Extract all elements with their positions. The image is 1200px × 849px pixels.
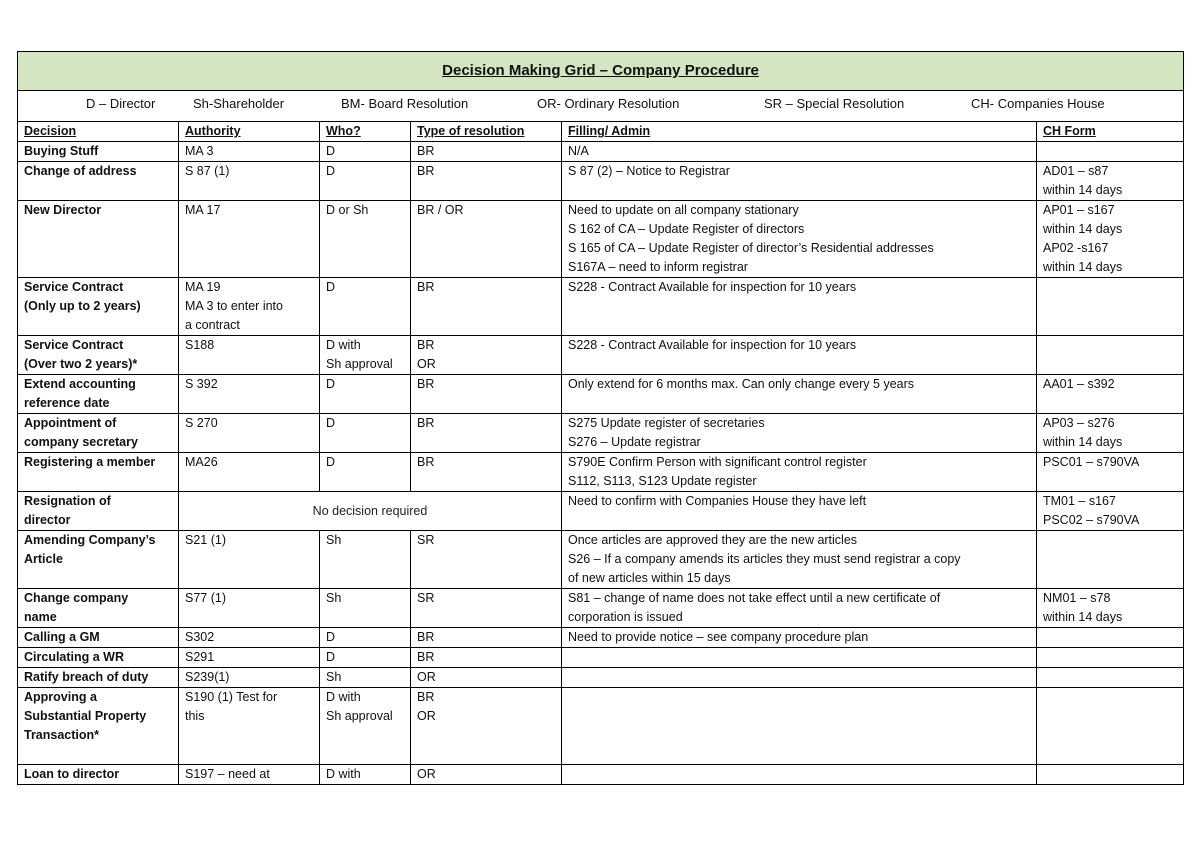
type-cell-line: BR — [417, 144, 435, 158]
filing-admin-cell-line: S790E Confirm Person with significant control register — [568, 455, 867, 469]
ch-form-cell — [1037, 492, 1184, 531]
type-cell — [411, 414, 562, 453]
table-row — [18, 688, 1184, 765]
authority-cell-line: this — [185, 709, 205, 723]
table-row — [18, 162, 1184, 201]
type-cell-line: OR — [417, 767, 436, 781]
who-cell — [320, 278, 411, 336]
type-cell — [411, 375, 562, 414]
type-cell — [411, 278, 562, 336]
decision-cell-line: Circulating a WR — [24, 650, 125, 664]
decision-cell-line: Loan to director — [24, 767, 120, 781]
decision-cell-line: name — [24, 610, 57, 624]
header-authority: Authority — [179, 122, 320, 142]
who-cell — [320, 531, 411, 589]
who-cell — [320, 453, 411, 492]
ch-form-cell — [1037, 375, 1184, 414]
header-row — [18, 122, 1184, 142]
decision-cell-line: Service Contract — [24, 280, 124, 294]
decision-cell — [18, 589, 179, 628]
filing-admin-cell — [562, 142, 1037, 162]
type-cell — [411, 668, 562, 688]
authority-cell-line: S77 (1) — [185, 591, 226, 605]
merged-cell — [179, 492, 562, 531]
who-cell — [320, 628, 411, 648]
type-cell — [411, 453, 562, 492]
table-row — [18, 648, 1184, 668]
who-cell — [320, 765, 411, 785]
ch-form-cell — [1037, 453, 1184, 492]
decision-cell-line: reference date — [24, 396, 110, 410]
type-cell — [411, 688, 562, 765]
who-cell-line: Sh — [326, 533, 342, 547]
ch-form-cell — [1037, 142, 1184, 162]
decision-cell-line — [24, 745, 172, 764]
legend-row — [18, 91, 1183, 121]
filing-admin-cell-line: Need to provide notice – see company procedure plan — [568, 630, 869, 644]
legend-companies-house: CH- Companies House — [971, 96, 1105, 111]
who-cell — [320, 589, 411, 628]
legend-director: D – Director — [86, 96, 156, 111]
ch-form-cell-line: PSC01 – s790VA — [1043, 455, 1140, 469]
authority-cell — [179, 688, 320, 765]
decision-cell-line: Calling a GM — [24, 630, 100, 644]
filing-admin-cell-line: of new articles within 15 days — [568, 571, 731, 585]
filing-admin-cell-line: S 87 (2) – Notice to Registrar — [568, 164, 730, 178]
decision-cell-line: (Over two 2 years)* — [24, 357, 138, 371]
filing-admin-cell-line: S228 - Contract Available for inspection for 10 years — [568, 280, 857, 294]
type-cell — [411, 162, 562, 201]
filing-admin-cell-line: S276 – Update registrar — [568, 435, 701, 449]
who-cell — [320, 201, 411, 278]
type-cell — [411, 142, 562, 162]
authority-cell — [179, 375, 320, 414]
decision-cell-line: (Only up to 2 years) — [24, 299, 141, 313]
type-cell-line: OR — [417, 709, 436, 723]
decision-cell — [18, 765, 179, 785]
filing-admin-cell-line: Need to confirm with Companies House they have left — [568, 494, 867, 508]
filing-admin-cell — [562, 453, 1037, 492]
authority-cell — [179, 142, 320, 162]
ch-form-cell — [1037, 628, 1184, 648]
authority-cell-line: S291 — [185, 650, 215, 664]
authority-cell — [179, 765, 320, 785]
type-cell — [411, 628, 562, 648]
authority-cell — [179, 201, 320, 278]
who-cell-line: D with — [326, 338, 361, 352]
authority-cell-line: S197 – need at — [185, 767, 270, 781]
decision-cell — [18, 414, 179, 453]
ch-form-cell — [1037, 201, 1184, 278]
ch-form-cell-line: AP03 – s276 — [1043, 416, 1115, 430]
title-cell — [18, 52, 1184, 91]
ch-form-cell-line: PSC02 – s790VA — [1043, 513, 1140, 527]
filing-admin-cell-line: S228 - Contract Available for inspection for 10 years — [568, 338, 857, 352]
filing-admin-cell-line: S167A – need to inform registrar — [568, 260, 748, 274]
page-title: Decision Making Grid – Company Procedure — [442, 62, 759, 79]
authority-cell — [179, 531, 320, 589]
decision-cell-line: company secretary — [24, 435, 138, 449]
ch-form-cell-line: within 14 days — [1043, 222, 1123, 236]
type-cell — [411, 765, 562, 785]
decision-cell-line: Substantial Property — [24, 709, 147, 723]
who-cell — [320, 668, 411, 688]
type-cell-line: SR — [417, 533, 435, 547]
type-cell-line: BR — [417, 690, 435, 704]
authority-cell — [179, 628, 320, 648]
table-row — [18, 375, 1184, 414]
table-row — [18, 765, 1184, 785]
authority-cell-line: S21 (1) — [185, 533, 226, 547]
decision-cell-line: Resignation of — [24, 494, 111, 508]
header-decision: Decision — [18, 122, 179, 142]
ch-form-cell — [1037, 336, 1184, 375]
merged-cell-text: No decision required — [312, 503, 428, 518]
decision-cell-line: Service Contract — [24, 338, 124, 352]
who-cell-line: D — [326, 455, 336, 469]
authority-cell — [179, 453, 320, 492]
legend-board-resolution: BM- Board Resolution — [341, 96, 469, 111]
filing-admin-cell-line: N/A — [568, 144, 589, 158]
legend-shareholder: Sh-Shareholder — [193, 96, 285, 111]
type-cell-line: OR — [417, 357, 436, 371]
filing-admin-cell — [562, 765, 1037, 785]
decision-cell-line: Transaction* — [24, 728, 100, 742]
who-cell-line: Sh approval — [326, 709, 393, 723]
decision-cell — [18, 628, 179, 648]
decision-cell-line: Registering a member — [24, 455, 156, 469]
filing-admin-cell — [562, 492, 1037, 531]
table-row — [18, 414, 1184, 453]
ch-form-cell-line: AA01 – s392 — [1043, 377, 1115, 391]
authority-cell — [179, 414, 320, 453]
table-row — [18, 589, 1184, 628]
who-cell-line: D — [326, 630, 336, 644]
type-cell-line: BR — [417, 377, 435, 391]
type-cell-line: BR — [417, 455, 435, 469]
decision-cell — [18, 492, 179, 531]
table-row — [18, 142, 1184, 162]
authority-cell-line: S239(1) — [185, 670, 230, 684]
authority-cell — [179, 336, 320, 375]
filing-admin-cell-line: S275 Update register of secretaries — [568, 416, 765, 430]
filing-admin-cell-line: Only extend for 6 months max. Can only change every 5 years — [568, 377, 915, 391]
filing-admin-cell-line: Need to update on all company stationary — [568, 203, 799, 217]
filing-admin-cell-line: S 162 of CA – Update Register of directors — [568, 222, 805, 236]
ch-form-cell-line: AP01 – s167 — [1043, 203, 1115, 217]
filing-admin-cell — [562, 628, 1037, 648]
filing-admin-cell — [562, 589, 1037, 628]
authority-cell-line: a contract — [185, 318, 240, 332]
table-row — [18, 201, 1184, 278]
ch-form-cell — [1037, 414, 1184, 453]
ch-form-cell-line: AD01 – s87 — [1043, 164, 1109, 178]
ch-form-cell-line: within 14 days — [1043, 435, 1123, 449]
decision-grid-table — [17, 51, 1184, 785]
filing-admin-cell-line: Once articles are approved they are the new articles — [568, 533, 858, 547]
who-cell-line: D — [326, 377, 336, 391]
decision-cell — [18, 453, 179, 492]
decision-cell-line: Appointment of — [24, 416, 117, 430]
authority-cell-line: MA 3 — [185, 144, 214, 158]
legend-special-resolution: SR – Special Resolution — [764, 96, 905, 111]
decision-cell — [18, 531, 179, 589]
authority-cell — [179, 589, 320, 628]
filing-admin-cell — [562, 414, 1037, 453]
who-cell-line: D — [326, 650, 336, 664]
who-cell-line: Sh — [326, 591, 342, 605]
who-cell-line: D — [326, 280, 336, 294]
type-cell-line: BR / OR — [417, 203, 464, 217]
type-cell-line: BR — [417, 416, 435, 430]
decision-cell — [18, 142, 179, 162]
table-row — [18, 336, 1184, 375]
who-cell-line: Sh approval — [326, 357, 393, 371]
decision-cell — [18, 278, 179, 336]
decision-cell — [18, 668, 179, 688]
who-cell-line: D with — [326, 767, 361, 781]
decision-cell-line: Change of address — [24, 164, 137, 178]
legend-cell — [18, 91, 1184, 122]
filing-admin-cell — [562, 375, 1037, 414]
ch-form-cell — [1037, 765, 1184, 785]
legend-ordinary-resolution: OR- Ordinary Resolution — [537, 96, 680, 111]
type-cell-line: BR — [417, 164, 435, 178]
authority-cell-line: S188 — [185, 338, 215, 352]
filing-admin-cell — [562, 668, 1037, 688]
decision-cell-line: Extend accounting — [24, 377, 136, 391]
filing-admin-cell — [562, 162, 1037, 201]
decision-cell — [18, 375, 179, 414]
who-cell-line: D with — [326, 690, 361, 704]
type-cell — [411, 336, 562, 375]
ch-form-cell — [1037, 668, 1184, 688]
type-cell — [411, 648, 562, 668]
decision-cell — [18, 201, 179, 278]
type-cell-line: BR — [417, 650, 435, 664]
authority-cell-line: MA 17 — [185, 203, 221, 217]
filing-admin-cell — [562, 688, 1037, 765]
who-cell — [320, 375, 411, 414]
decision-cell-line: Ratify breach of duty — [24, 670, 149, 684]
who-cell — [320, 142, 411, 162]
who-cell-line: D or Sh — [326, 203, 369, 217]
ch-form-cell — [1037, 531, 1184, 589]
decision-cell — [18, 336, 179, 375]
type-cell-line: BR — [417, 280, 435, 294]
header-who: Who? — [320, 122, 411, 142]
ch-form-cell-line: within 14 days — [1043, 260, 1123, 274]
filing-admin-cell-line: S112, S113, S123 Update register — [568, 474, 757, 488]
filing-admin-cell-line: S81 – change of name does not take effect until a new certificate of — [568, 591, 941, 605]
table-row — [18, 278, 1184, 336]
type-cell-line: SR — [417, 591, 435, 605]
type-cell — [411, 201, 562, 278]
type-cell — [411, 531, 562, 589]
ch-form-cell-line: AP02 -s167 — [1043, 241, 1109, 255]
table-row — [18, 628, 1184, 648]
decision-cell-line: Approving a — [24, 690, 97, 704]
type-cell-line: OR — [417, 670, 436, 684]
type-cell — [411, 589, 562, 628]
who-cell-line: D — [326, 144, 336, 158]
who-cell — [320, 162, 411, 201]
authority-cell — [179, 278, 320, 336]
decision-cell-line: Article — [24, 552, 63, 566]
authority-cell-line: S 392 — [185, 377, 218, 391]
decision-cell-line: New Director — [24, 203, 102, 217]
who-cell-line: D — [326, 164, 336, 178]
authority-cell-line: S190 (1) Test for — [185, 690, 278, 704]
authority-cell — [179, 668, 320, 688]
decision-cell-line: Buying Stuff — [24, 144, 99, 158]
header-filling-admin: Filling/ Admin — [562, 122, 1037, 142]
type-cell-line: BR — [417, 630, 435, 644]
ch-form-cell-line: NM01 – s78 — [1043, 591, 1111, 605]
filing-admin-cell — [562, 648, 1037, 668]
filing-admin-cell-line: S 165 of CA – Update Register of director’s Residential addresses — [568, 241, 934, 255]
table-row — [18, 453, 1184, 492]
ch-form-cell-line: within 14 days — [1043, 183, 1123, 197]
filing-admin-cell — [562, 201, 1037, 278]
authority-cell-line: S 87 (1) — [185, 164, 230, 178]
filing-admin-cell-line: S26 – If a company amends its articles they must send registrar a copy — [568, 552, 961, 566]
ch-form-cell-line: within 14 days — [1043, 610, 1123, 624]
authority-cell-line: MA26 — [185, 455, 218, 469]
header-ch-form: CH Form — [1037, 122, 1184, 142]
who-cell-line: D — [326, 416, 336, 430]
who-cell-line: Sh — [326, 670, 342, 684]
filing-admin-cell — [562, 336, 1037, 375]
ch-form-cell — [1037, 648, 1184, 668]
ch-form-cell — [1037, 278, 1184, 336]
table-row — [18, 531, 1184, 589]
ch-form-cell-line: TM01 – s167 — [1043, 494, 1116, 508]
who-cell — [320, 648, 411, 668]
table-row — [18, 492, 1184, 531]
filing-admin-cell-line: corporation is issued — [568, 610, 683, 624]
decision-cell-line: director — [24, 513, 71, 527]
ch-form-cell — [1037, 589, 1184, 628]
who-cell — [320, 336, 411, 375]
decision-cell — [18, 648, 179, 668]
authority-cell-line: MA 19 — [185, 280, 221, 294]
type-cell-line: BR — [417, 338, 435, 352]
filing-admin-cell — [562, 278, 1037, 336]
authority-cell — [179, 162, 320, 201]
header-type-of-resolution: Type of resolution — [411, 122, 562, 142]
decision-cell-line: Amending Company’s — [24, 533, 156, 547]
authority-cell-line: S 270 — [185, 416, 218, 430]
ch-form-cell — [1037, 162, 1184, 201]
ch-form-cell — [1037, 688, 1184, 765]
table-row — [18, 668, 1184, 688]
who-cell — [320, 414, 411, 453]
authority-cell — [179, 648, 320, 668]
decision-cell-line: Change company — [24, 591, 129, 605]
filing-admin-cell — [562, 531, 1037, 589]
authority-cell-line: S302 — [185, 630, 215, 644]
authority-cell-line: MA 3 to enter into — [185, 299, 283, 313]
decision-cell — [18, 162, 179, 201]
who-cell — [320, 688, 411, 765]
decision-cell — [18, 688, 179, 765]
